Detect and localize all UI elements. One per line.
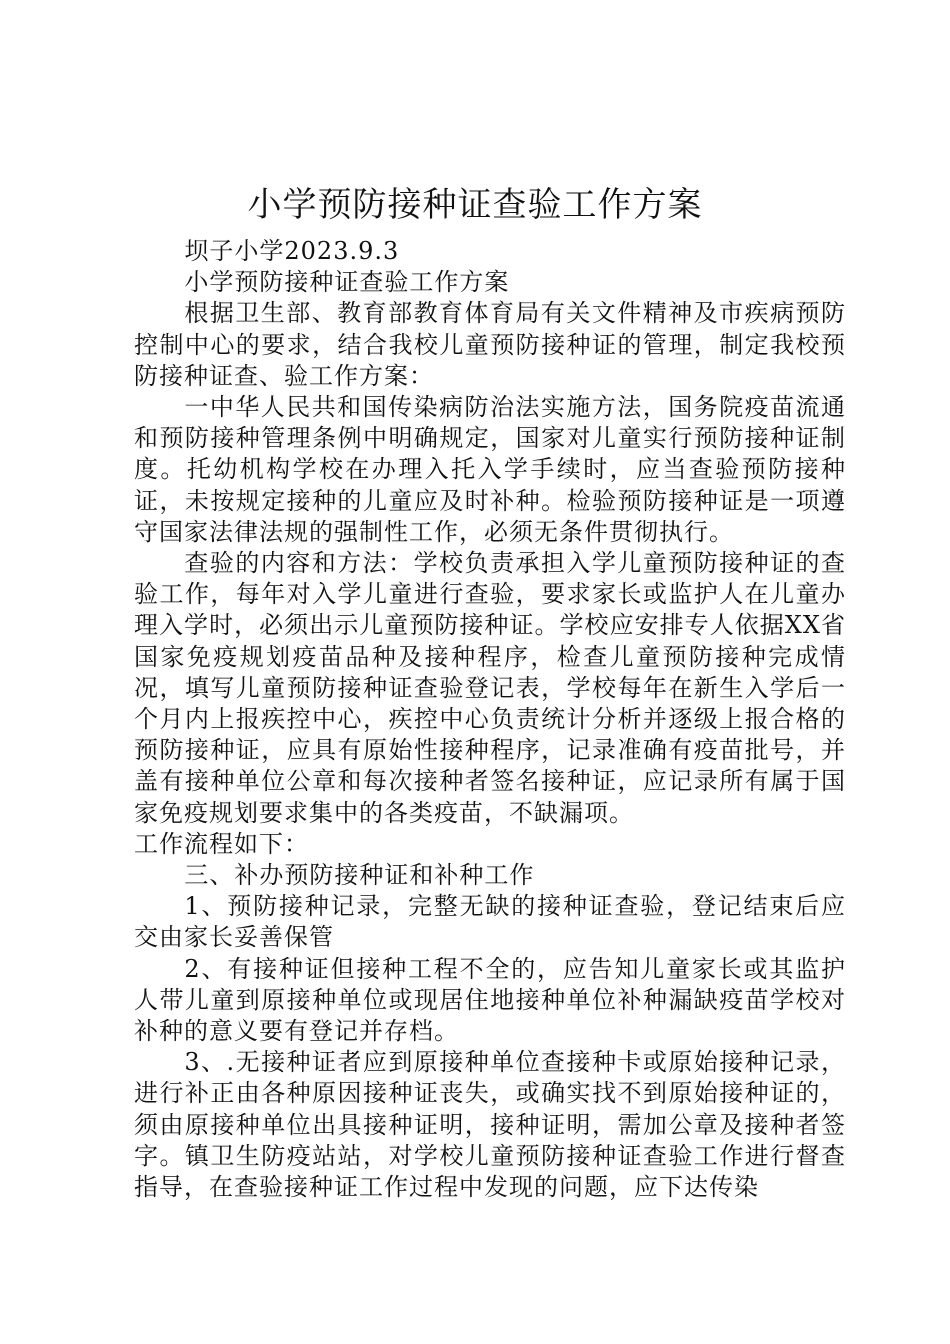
document-body (134, 236, 846, 1203)
list-item-3: 3、.无接种证者应到原接种单位查接种卡或原始接种记录，进行补正由各种原因接种证丧失，或确实找不到原始接种证的，须由原接种单位出具接种证明，接种证明，需加公章及接种者签字。镇卫生防疫站站，对学校儿童预防接种证查验工作进行督查指导，在查验接种证工作过程中发现的问题，应下达传染 (134, 1048, 846, 1202)
subtitle-line: 小学预防接种证查验工作方案 (184, 268, 510, 297)
paragraph-law: 一中华人民共和国传染病防治法实施方法，国务院疫苗流通和预防接种管理条例中明确规定，国家对儿童实行预防接种证制度。托幼机构学校在办理入托入学手续时，应当查验预防接种证，未按规定接种的儿童应及时补种。检验预防接种证是一项遵守国家法律法规的强制性工作，必须无条件贯彻执行。 (134, 393, 846, 546)
paragraph-method: 查验的内容和方法：学校负责承担入学儿童预防接种证的查验工作，每年对入学儿童进行查验，要求家长或监护人在儿童办理入学时，必须出示儿童预防接种证。学校应安排专人依据XX省国家免疫规划疫苗品种及接种程序，检查儿童预防接种完成情况，填写儿童预防接种证查验登记表，学校每年在新生入学后一个月内上报疾控中心，疾控中心负责统计分析并逐级上报合格的预防接种证，应具有原始性接种程序，记录准确有疫苗批号，并盖有接种单位公章和每次接种者签名接种证，应记录所有属于国家免疫规划要求集中的各类疫苗，不缺漏项。 (134, 549, 846, 827)
list-item-2: 2、有接种证但接种工程不全的，应告知儿童家长或其监护人带儿童到原接种单位或现居住地接种单位补种漏缺疫苗学校对补种的意义要有登记并存档。 (134, 954, 846, 1046)
list-item-1: 1、预防接种记录，完整无缺的接种证查验，登记结束后应交由家长妥善保管 (134, 892, 846, 952)
date-line: 坝子小学2023.9.3 (184, 237, 400, 265)
section-heading-3: 三、补办预防接种证和补种工作 (184, 861, 535, 890)
paragraph-workflow: 工作流程如下： (134, 829, 309, 858)
paragraph-intro: 根据卫生部、教育部教育体育局有关文件精神及市疾病预防控制中心的要求，结合我校儿童预防接种证的管理，制定我校预防接种证查、验工作方案： (134, 299, 846, 390)
document-title: 小学预防接种证查验工作方案 (247, 185, 703, 225)
